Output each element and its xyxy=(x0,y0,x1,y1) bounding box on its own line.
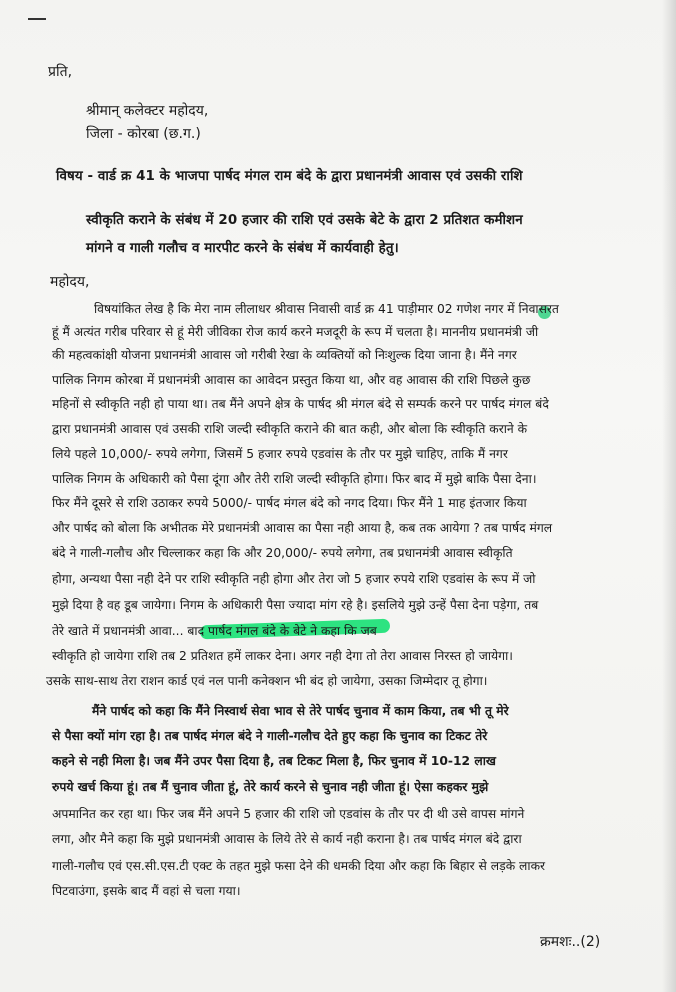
body-line: मैंने पार्षद को कहा कि मैंने निस्वार्थ सेवा भाव से तेरे पार्षद चुनाव में काम किया, तब भी तू मेरे xyxy=(92,704,509,718)
body-line: पालिक निगम के अधिकारी को पैसा दूंगा और तेरी राशि जल्दी स्वीकृति होगा। फिर बाद में मुझे बाकि पैसा देना। xyxy=(52,472,537,486)
body-line: की महत्वकांक्षी योजना प्रधानमंत्री आवास जो गरीबी रेखा के व्यक्तियों को निःशुल्क दिया जाना है। मैंने नगर xyxy=(52,348,517,362)
body-line: महिनों से स्वीकृति नही हो पाया था। तब मैंने अपने क्षेत्र के पार्षद श्री मंगल बंदे से सम्पर्क करने पर पार्षद मंगल बंदे xyxy=(52,397,549,411)
body-line: द्वारा प्रधानमंत्री आवास एवं उसकी राशि जल्दी स्वीकृति कराने की बात कही, और बोला कि स्वीकृति कराने के xyxy=(52,422,528,436)
continued-marker: क्रमशः..(2) xyxy=(540,934,601,950)
body-line: अपमानित कर रहा था। फिर जब मैंने अपने 5 हजार की राशि जो एडवांस के तौर पर दी थी उसे वापस मांगने xyxy=(52,807,525,821)
body-line: स्वीकृति हो जायेगा राशि तब 2 प्रतिशत हमें लाकर देना। अगर नही देगा तो तेरा आवास निरस्त हो जायेगा। xyxy=(52,649,513,663)
subject-line-3: मांगने व गाली गलौच व मारपीट करने के संबंध में कार्यवाही हेतु। xyxy=(86,241,399,256)
address-recipient: श्रीमान् कलेक्टर महोदय, xyxy=(86,103,209,119)
address-location: जिला - कोरबा (छ.ग.) xyxy=(86,126,201,142)
body-line: से पैसा क्यों मांग रहा है। तब पार्षद मंगल बंदे ने गाली-गलौच देते हुए कहा कि चुनाव का टिकट तेरे xyxy=(52,729,488,743)
corner-mark xyxy=(28,18,46,20)
body-line: लिये पहले 10,000/- रुपये लगेगा, जिसमें 5 हजार रुपये एडवांस के तौर पर मुझे चाहिए, ताकि मैं नगर xyxy=(52,447,508,461)
body-line: उसके साथ-साथ तेरा राशन कार्ड एवं नल पानी कनेक्शन भी बंद हो जायेगा, उसका जिम्मेदार तू होगा। xyxy=(46,674,488,688)
salutation: महोदय, xyxy=(50,274,90,290)
body-line: गाली-गलौच एवं एस.सी.एस.टी एक्ट के तहत मुझे फसा देने की धमकी दिया और कहा कि बिहार से लड़के लाकर xyxy=(52,859,546,873)
subject-line-2: स्वीकृति कराने के संबंध में 20 हजार की राशि एवं उसके बेटे के द्वारा 2 प्रतिशत कमीशन xyxy=(86,213,523,228)
body-line: पिटवाउंगा, इसके बाद मैं वहां से चला गया। xyxy=(52,884,241,898)
body-line: फिर मैंने दूसरे से राशि उठाकर रुपये 5000/- पार्षद मंगल बंदे को नगद दिया। फिर मैंने 1 माह इंतजार किया xyxy=(52,496,527,510)
body-line: रुपये खर्च किया हूं। तब मैं चुनाव जीता हूं, तेरे कार्य करने से चुनाव नही जीता हूं। ऐसा कहकर मुझे xyxy=(52,780,489,794)
body-line: पालिक निगम कोरबा में प्रधानमंत्री आवास का आवेदन प्रस्तुत किया था, और वह आवास की राशि पिछले कुछ xyxy=(52,373,531,387)
body-line: मुझे दिया है वह डूब जायेगा। निगम के अधिकारी पैसा ज्यादा मांग रहे है। इसलिये मुझे उन्हें पैसा देना पड़ेगा, तब xyxy=(52,598,539,612)
body-line: तेरे खाते में प्रधानमंत्री आवा... बाद पार्षद मंगल बंदे के बेटे ने कहा कि जब xyxy=(52,624,377,638)
address-to: प्रति, xyxy=(48,64,73,80)
body-line: और पार्षद को बोला कि अभीतक मेरे प्रधानमंत्री आवास का पैसा नही आया है, कब तक आयेगा ? तब पार्षद मंगल xyxy=(52,521,553,535)
body-line: कहने से नही मिला है। जब मैंने उपर पैसा दिया है, तब टिकट मिला है, फिर चुनाव में 10-12 लाख xyxy=(52,754,496,768)
body-line: विषयांकित लेख है कि मेरा नाम लीलाधर श्रीवास निवासी वार्ड क्र 41 पाड़ीमार 02 गणेश नगर में निवासरत xyxy=(94,302,559,316)
page-edge-shadow xyxy=(662,0,676,992)
body-line: बंदे ने गाली-गलौच और चिल्लाकर कहा कि और 20,000/- रुपये लगेगा, तब प्रधानमंत्री आवास स्वीकृति xyxy=(52,546,513,560)
body-line: होगा, अन्यथा पैसा नही देने पर राशि स्वीकृति नही होगा और तेरा जो 5 हजार रुपये राशि एडवांस के रूप में जो xyxy=(52,572,536,586)
body-line: लगा, और मैने कहा कि मुझे प्रधानमंत्री आवास के लिये तेरे से कार्य नही कराना है। तब पार्षद मंगल बंदे द्वारा xyxy=(52,832,522,846)
body-line: हूं मैं अत्यंत गरीब परिवार से हूं मेरी जीविका रोज कार्य करने मजदूरी के रूप में चलता है। माननीय प्रधानमंत्री जी xyxy=(52,325,539,339)
subject-line-1: विषय - वार्ड क्र 41 के भाजपा पार्षद मंगल राम बंदे के द्वारा प्रधानमंत्री आवास एवं उसकी राशि xyxy=(56,169,523,184)
